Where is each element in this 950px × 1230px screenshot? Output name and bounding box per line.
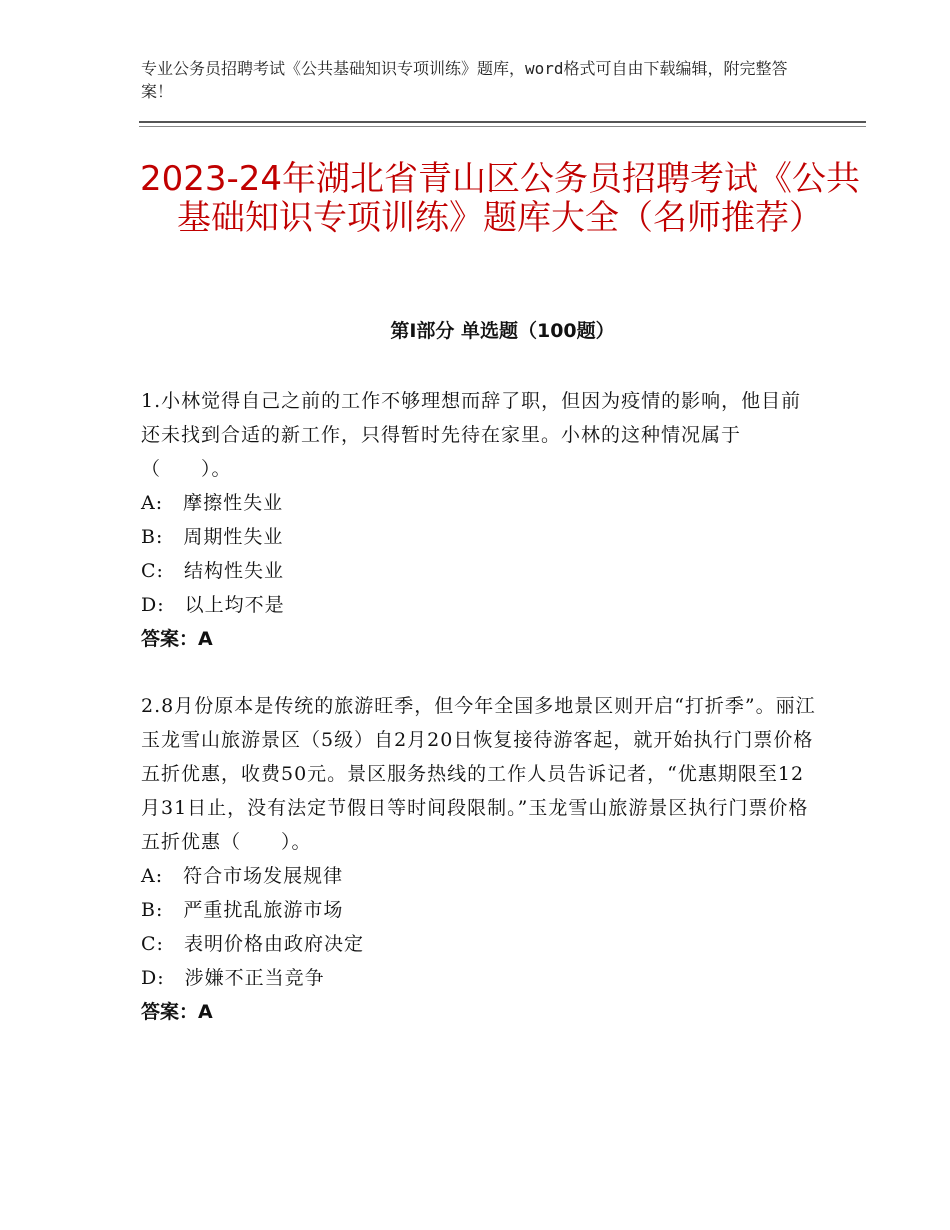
answer-label: 答案：A — [141, 628, 213, 650]
answer-label: 答案：A — [141, 1001, 213, 1023]
option-d: D: 以上均不是 — [141, 594, 285, 616]
option-c: C: 结构性失业 — [141, 560, 284, 582]
header-divider-thick — [139, 121, 866, 123]
option-d: D: 涉嫌不正当竞争 — [141, 967, 325, 989]
option-b: B: 严重扰乱旅游市场 — [141, 899, 344, 921]
option-a: A: 摩擦性失业 — [141, 492, 284, 514]
question-stem: 1.小林觉得自己之前的工作不够理想而辞了职，但因为疫情的影响，他目前还未找到合适的新工作，只得暂时先待在家里。小林的这种情况属于（ ）。 — [141, 390, 802, 480]
question-stem: 2.8月份原本是传统的旅游旺季，但今年全国多地景区则开启“打折季”。丽江玉龙雪山旅游景区（5级）自2月20日恢复接待游客起，就开始执行门票价格五折优惠，收费50元。景区服务热线的工作人员告诉记者，“优惠期限至12月31日止，没有法定节假日等时间段限制。”玉龙雪山旅游景区执行门票价格五折优惠（ ）。 — [141, 695, 816, 853]
option-c: C: 表明价格由政府决定 — [141, 933, 364, 955]
question-2 — [141, 689, 821, 1029]
option-a: A: 符合市场发展规律 — [141, 865, 344, 887]
section-title: 第Ⅰ部分 单选题（100题） — [390, 320, 615, 342]
header-divider-thin — [139, 126, 866, 127]
page-header-note: 专业公务员招聘考试《公共基础知识专项训练》题库，word格式可自由下载编辑，附完整答案！ — [141, 59, 788, 101]
question-1 — [141, 384, 821, 656]
option-b: B: 周期性失业 — [141, 526, 284, 548]
document-title: 2023-24年湖北省青山区公务员招聘考试《公共基础知识专项训练》题库大全（名师推荐） — [139, 159, 861, 238]
